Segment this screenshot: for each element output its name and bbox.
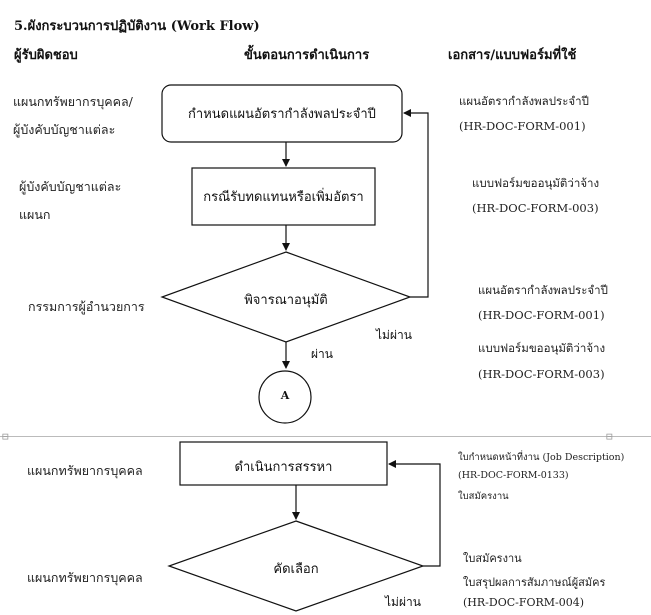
doc-application-form-2: ใบสมัครงาน	[463, 552, 522, 565]
fail-loop-approve	[404, 113, 428, 297]
step-replace-label: กรณีรับทดแทนหรือเพิ่มอัตรา	[203, 190, 364, 205]
doc-interview-summary: ใบสรุปผลการสัมภาษณ์ผู้สมัคร	[463, 576, 606, 589]
responsible-hr-recruit: แผนกทรัพยากรบุคคล	[27, 463, 143, 478]
doc-hire-approval-code: (HR-DOC-FORM-003)	[472, 201, 599, 215]
doc-application-form: ใบสมัครงาน	[458, 491, 509, 502]
doc-hire-approval-form-2: แบบฟอร์มขออนุมัติว่าจ้าง	[478, 341, 606, 355]
column-header-documents: เอกสาร/แบบฟอร์มที่ใช้	[448, 48, 577, 63]
column-header-responsible: ผู้รับผิดชอบ	[14, 48, 78, 63]
fail-loop-select	[389, 464, 440, 566]
responsible-hr-select: แผนกทรัพยากรบุคคล	[27, 570, 143, 585]
doc-hire-approval-form: แบบฟอร์มขออนุมัติว่าจ้าง	[472, 176, 600, 190]
responsible-supervisor-line2: แผนก	[19, 207, 51, 222]
responsible-managing-director: กรรมการผู้อำนวยการ	[28, 299, 145, 314]
step-plan-label: กำหนดแผนอัตรากำลังพลประจำปี	[188, 107, 376, 122]
column-header-steps: ขั้นตอนการดำเนินการ	[244, 48, 370, 63]
doc-job-description: ใบกำหนดหน้าที่งาน (Job Description)	[458, 452, 625, 463]
responsible-supervisor: ผู้บังคับบัญชาแต่ละ	[19, 179, 122, 194]
margin-marker-right: ⊟	[606, 430, 613, 443]
fail-label-select: ไม่ผ่าน	[385, 595, 421, 609]
decision-select-label: คัดเลือก	[273, 562, 319, 577]
decision-approve-label: พิจารณาอนุมัติ	[244, 293, 328, 308]
responsible-hr-supervisor: แผนกทรัพยากรบุคคล/	[13, 94, 133, 109]
connector-label: A	[280, 389, 290, 402]
doc-annual-plan-2: แผนอัตรากำลังพลประจำปี	[478, 283, 608, 297]
pass-label-approve: ผ่าน	[311, 347, 333, 361]
doc-annual-plan-code-2: (HR-DOC-FORM-001)	[478, 308, 605, 322]
margin-marker-left: ⊟	[2, 430, 9, 443]
doc-job-description-code: (HR-DOC-FORM-0133)	[458, 470, 569, 481]
doc-annual-plan-code: (HR-DOC-FORM-001)	[459, 119, 586, 133]
responsible-hr-supervisor-line2: ผู้บังคับบัญชาแต่ละ	[13, 122, 116, 137]
doc-annual-plan: แผนอัตรากำลังพลประจำปี	[459, 94, 589, 108]
doc-hire-approval-code-2: (HR-DOC-FORM-003)	[478, 367, 605, 381]
step-recruit-label: ดำเนินการสรรหา	[234, 460, 333, 475]
fail-label-approve: ไม่ผ่าน	[376, 328, 412, 342]
page-break-line	[0, 436, 651, 437]
doc-interview-summary-code: (HR-DOC-FORM-004)	[463, 596, 585, 609]
page-title: 5.ผังกระบวนการปฏิบัติงาน (Work Flow)	[14, 19, 260, 34]
